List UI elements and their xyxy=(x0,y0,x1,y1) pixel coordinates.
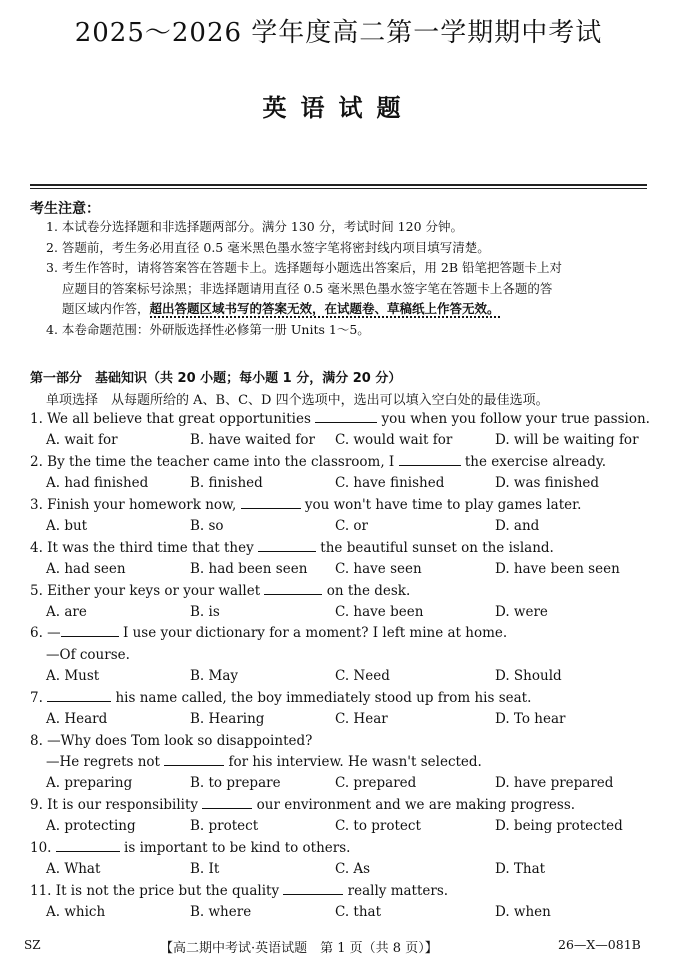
option-a: A. which xyxy=(46,904,106,921)
question-stem xyxy=(30,838,650,859)
option-a: A. Must xyxy=(46,668,100,685)
footer-code-right: 26—X—081B xyxy=(558,937,641,952)
divider-thick xyxy=(30,184,647,186)
section-heading: 第一部分 基础知识（共 20 小题；每小题 1 分，满分 20 分） xyxy=(30,371,402,386)
option-b: B. finished xyxy=(190,475,263,492)
option-b: B. Hearing xyxy=(190,711,265,728)
option-d: D. will be waiting for xyxy=(495,432,639,449)
question-dialogue-line xyxy=(30,645,650,666)
question-text: 10. xyxy=(30,839,56,856)
answer-blank xyxy=(56,839,120,852)
question-text: really matters. xyxy=(343,882,449,899)
option-c: C. would wait for xyxy=(335,432,453,449)
answer-blank xyxy=(61,624,119,637)
option-b: B. have waited for xyxy=(190,432,316,449)
option-c: C. Need xyxy=(335,668,390,685)
option-a: A. had seen xyxy=(46,561,126,578)
option-b: B. is xyxy=(190,603,220,620)
option-row xyxy=(30,666,650,687)
question-list xyxy=(30,409,650,924)
option-d: D. That xyxy=(495,861,546,878)
option-row xyxy=(30,773,650,794)
question-text: 8. —Why does Tom look so disappointed? xyxy=(30,732,313,749)
option-a: A. protecting xyxy=(46,818,136,835)
option-b: B. protect xyxy=(190,818,259,835)
question-text: is important to be kind to others. xyxy=(119,839,351,856)
option-c: C. have seen xyxy=(335,561,422,578)
option-row xyxy=(30,902,650,923)
option-row xyxy=(30,473,650,494)
notice-item: 1. 本试卷分选择题和非选择题两部分。满分 130 分，考试时间 120 分钟。 xyxy=(46,219,464,234)
option-c: C. have been xyxy=(335,603,424,620)
option-d: D. being protected xyxy=(495,818,623,835)
answer-blank xyxy=(399,453,461,466)
option-a: A. What xyxy=(46,861,101,878)
question-stem xyxy=(30,409,650,430)
option-b: B. to prepare xyxy=(190,775,281,792)
question-text: you won't have time to play games later. xyxy=(300,496,582,513)
option-b: B. It xyxy=(190,861,220,878)
question-text: —He regrets not xyxy=(46,754,165,770)
question-stem xyxy=(30,581,650,602)
answer-blank xyxy=(315,410,377,423)
option-row xyxy=(30,859,650,880)
question-text: 1. We all believe that great opportunities xyxy=(30,411,316,427)
footer-code-left: SZ xyxy=(24,938,41,952)
answer-blank xyxy=(283,882,343,895)
notice-item-continued: 应题目的答案标号涂黑；非选择题请用直径 0.5 毫米黑色墨水签字笔在答题卡上各题的答 xyxy=(62,280,553,296)
question-stem xyxy=(30,731,650,752)
question-text: —Of course. xyxy=(46,646,130,663)
option-d: D. and xyxy=(495,518,540,535)
option-a: A. preparing xyxy=(46,775,133,792)
option-row xyxy=(30,709,650,730)
answer-blank xyxy=(264,582,322,595)
option-c: C. to protect xyxy=(335,818,421,835)
exam-title: 2025～2026 学年度高二第一学期期中考试 xyxy=(74,18,603,48)
question-text: I use your dictionary for a moment? I left mine at home. xyxy=(118,625,508,642)
option-row xyxy=(30,516,650,537)
notice-heading: 考生注意： xyxy=(30,201,100,217)
option-b: B. where xyxy=(190,904,252,921)
notice-list xyxy=(46,217,646,340)
option-d: D. Should xyxy=(495,668,562,685)
option-c: C. have finished xyxy=(335,475,445,492)
question-text: on the desk. xyxy=(322,582,411,599)
option-a: A. had finished xyxy=(46,475,149,492)
answer-blank xyxy=(47,689,111,702)
exam-subtitle: 英语试题 xyxy=(262,94,415,122)
option-c: C. or xyxy=(335,518,369,535)
question-text: 9. It is our responsibility xyxy=(30,796,203,813)
question-text: the beautiful sunset on the island. xyxy=(316,539,554,556)
option-a: A. wait for xyxy=(46,432,118,449)
answer-blank xyxy=(258,539,316,552)
divider-thin xyxy=(30,188,647,189)
option-c: C. Hear xyxy=(335,711,388,728)
option-d: D. were xyxy=(495,603,548,620)
option-b: B. May xyxy=(190,668,239,685)
option-d: D. have prepared xyxy=(495,775,614,792)
notice-emphasis: 超出答题区域书写的答案无效，在试题卷、草稿纸上作答无效。 xyxy=(149,301,500,316)
question-stem xyxy=(30,495,650,516)
question-text: 5. Either your keys or your wallet xyxy=(30,582,265,599)
option-a: A. but xyxy=(46,518,88,535)
footer-page-info: 【高二期中考试·英语试题 第 1 页（共 8 页）】 xyxy=(160,941,438,956)
option-d: D. have been seen xyxy=(495,561,620,578)
question-text: the exercise already. xyxy=(460,453,606,470)
section-instruction: 单项选择 从每题所给的 A、B、C、D 四个选项中，选出可以填入空白处的最佳选项。 xyxy=(46,393,549,408)
notice-item-tail: 题区域内作答， xyxy=(62,301,150,316)
option-a: A. are xyxy=(46,603,87,620)
option-c: C. that xyxy=(335,904,382,921)
question-stem xyxy=(30,881,650,902)
question-text: 4. It was the third time that they xyxy=(30,539,259,556)
question-text: his name called, the boy immediately stood up from his seat. xyxy=(111,689,532,706)
option-c: C. As xyxy=(335,861,371,878)
option-row xyxy=(30,602,650,623)
question-dialogue-line xyxy=(30,752,650,773)
notice-item: 2. 答题前，考生务必用直径 0.5 毫米黑色墨水签字笔将密封线内项目填写清楚。 xyxy=(46,239,490,255)
option-d: D. when xyxy=(495,904,551,921)
question-stem xyxy=(30,795,650,816)
option-row xyxy=(30,816,650,837)
option-b: B. so xyxy=(190,518,224,535)
option-a: A. Heard xyxy=(46,711,108,728)
question-stem xyxy=(30,623,650,644)
question-text: for his interview. He wasn't selected. xyxy=(224,754,482,770)
question-text: 6. — xyxy=(30,625,61,642)
question-text: our environment and we are making progress. xyxy=(252,796,576,813)
option-c: C. prepared xyxy=(335,775,417,792)
option-d: D. To hear xyxy=(495,711,566,728)
question-text: 3. Finish your homework now, xyxy=(30,496,241,513)
notice-item: 3. 考生作答时，请将答案答在答题卡上。选择题每小题选出答案后，用 2B 铅笔把答题卡上对 xyxy=(46,260,562,275)
option-row xyxy=(30,559,650,580)
option-b: B. had been seen xyxy=(190,561,308,578)
question-text: 7. xyxy=(30,689,48,706)
answer-blank xyxy=(241,496,301,509)
option-row xyxy=(30,430,650,451)
notice-item-continued xyxy=(46,299,646,320)
notice-item: 4. 本卷命题范围：外研版选择性必修第一册 Units 1～5。 xyxy=(46,321,370,337)
question-stem xyxy=(30,452,650,473)
question-text: you when you follow your true passion. xyxy=(377,411,650,427)
answer-blank xyxy=(202,796,252,809)
question-stem xyxy=(30,538,650,559)
option-d: D. was finished xyxy=(495,475,600,492)
question-text: 11. It is not the price but the quality xyxy=(30,882,284,899)
answer-blank xyxy=(164,753,224,766)
question-text: 2. By the time the teacher came into the classroom, I xyxy=(30,453,399,470)
question-stem xyxy=(30,688,650,709)
